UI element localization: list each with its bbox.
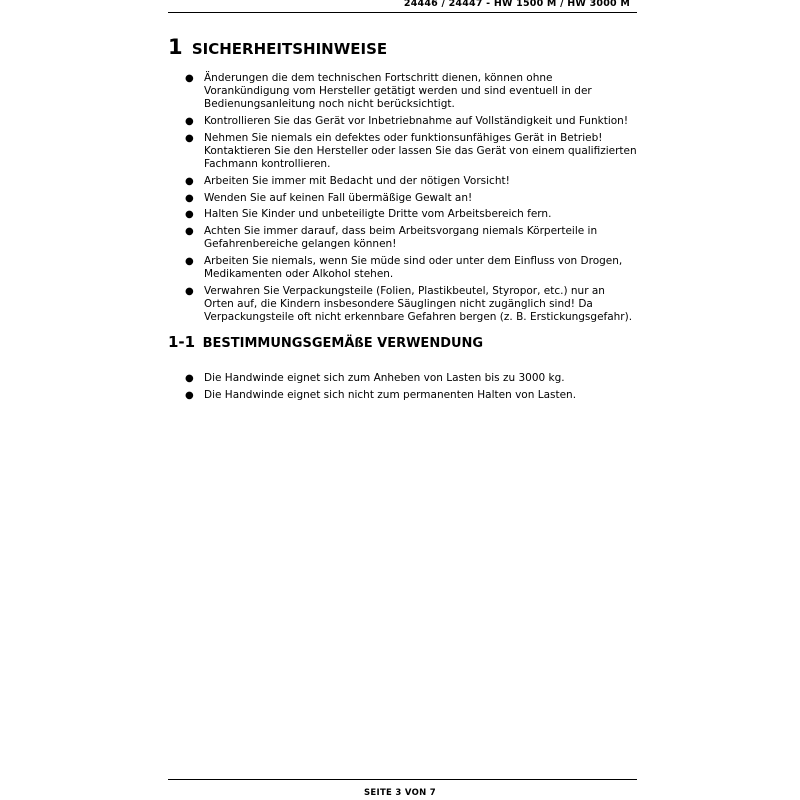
bullet-icon: ● [185,73,194,84]
safety-instructions-list [168,72,638,324]
list-item-text: Änderungen die dem technischen Fortschritt dienen, können ohne Vorankündigung vom Hersteller getätigt werden und sind eventuell in der Bedienungsanleitung noch nicht berücksichtigt. [204,72,592,111]
document-header-title: 24446 / 24447 - HW 1500 M / HW 3000 M [403,0,630,9]
list-item-text: Nehmen Sie niemals ein defektes oder funktionsunfähiges Gerät in Betrieb! Kontaktieren Sie den Hersteller oder lassen Sie das Gerät von einem qualifizierten Fachmann kontrollieren. [204,131,637,171]
list-item [168,372,638,385]
list-item [168,115,638,128]
bullet-icon: ● [185,285,194,297]
list-item [168,208,638,221]
list-item-text: Die Handwinde eignet sich zum Anheben von Lasten bis zu 3000 kg. [204,372,565,385]
list-item [168,285,638,325]
list-item-text: Arbeiten Sie immer mit Bedacht und der nötigen Vorsicht! [204,174,510,187]
bullet-icon: ● [185,373,194,385]
list-item-text: Arbeiten Sie niemals, wenn Sie müde sind oder unter dem Einfluss von Drogen, Medikamenten oder Alkohol stehen. [204,254,623,281]
list-item [168,255,638,281]
bullet-icon: ● [185,209,194,221]
list-item-text: Halten Sie Kinder und unbeteiligte Dritte vom Arbeitsbereich fern. [204,208,552,221]
list-item-text: Verwahren Sie Verpackungsteile (Folien, Plastikbeutel, Styropor, etc.) nur an Orten auf, die Kindern insbesondere Säuglingen nicht zugänglich sind! Da Verpackungsteile oft nicht erkennbare Gefahren bergen (z. B. Erstickungsgefahr). [204,284,633,324]
bullet-icon: ● [185,226,194,238]
bullet-icon: ● [185,116,194,128]
section-heading-safety [168,36,638,60]
section-number: 1 [168,35,183,59]
list-item [168,72,638,112]
bullet-icon: ● [185,192,194,204]
list-item-text: Wenden Sie auf keinen Fall übermäßige Gewalt an! [204,191,473,204]
section-number: 1-1 [168,333,196,352]
bullet-icon: ● [185,255,194,267]
bullet-icon: ● [185,175,194,187]
page-number: SEITE 3 VON 7 [363,788,437,798]
list-item [168,389,638,402]
list-item-text: Achten Sie immer darauf, dass beim Arbeitsvorgang niemals Körperteile in Gefahrenbereiche gelangen können! [204,225,598,251]
section-title: BESTIMMUNGSGEMÄßE VERWENDUNG [202,336,484,352]
bullet-icon: ● [185,390,194,402]
section-title: SICHERHEITSHINWEISE [191,40,388,58]
list-item-text: Kontrollieren Sie das Gerät vor Inbetriebnahme auf Vollständigkeit und Funktion! [204,115,629,128]
section-heading-intended-use [168,333,638,353]
list-item [168,175,638,188]
list-item [168,225,638,251]
list-item [168,132,638,172]
list-item [168,192,638,205]
list-item-text: Die Handwinde eignet sich nicht zum permanenten Halten von Lasten. [204,389,577,402]
intended-use-list [168,372,638,402]
header-divider [168,12,637,13]
bullet-icon: ● [185,132,194,144]
footer-divider [168,779,637,780]
page-content [168,36,638,406]
